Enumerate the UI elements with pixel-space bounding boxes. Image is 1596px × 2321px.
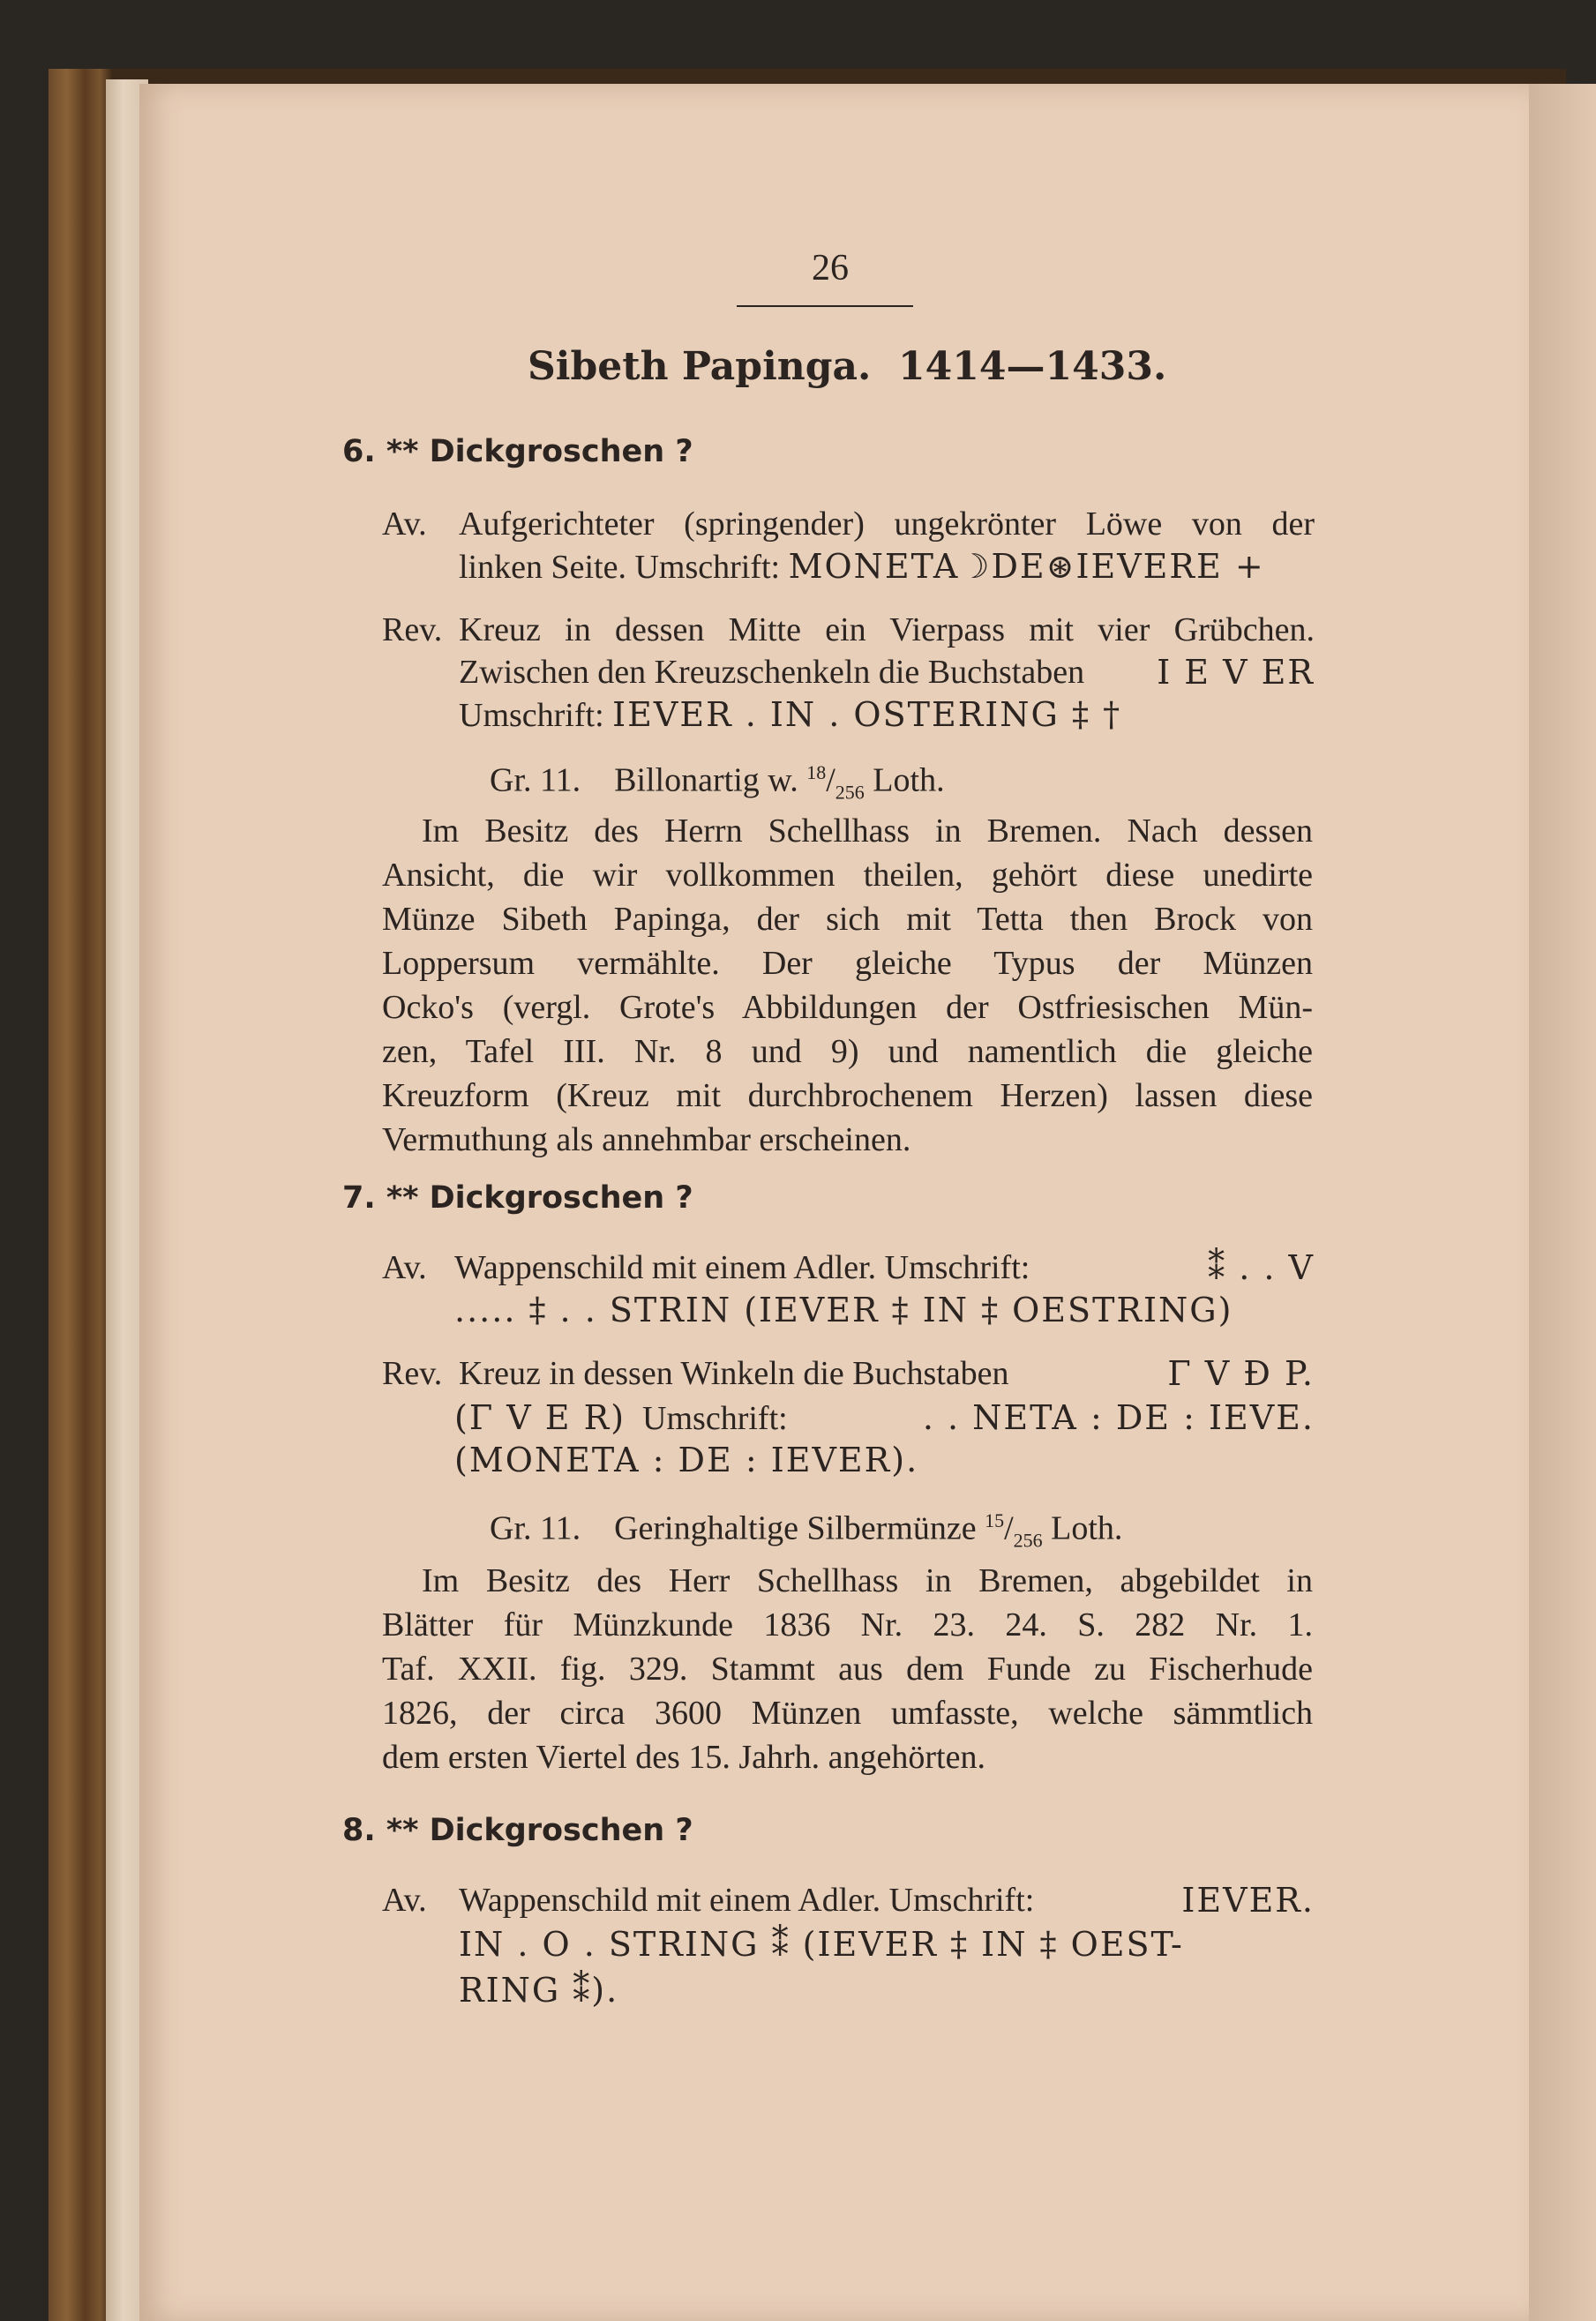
item-7-av-legend-1: ⁑ . . V	[1208, 1248, 1315, 1287]
item-6-weight: Gr. 11. Billonartig w. $^{18}/_{256}$ Loth.	[490, 761, 945, 804]
item-7-note-0: Im Besitz des Herr Schellhass in Bremen, abgebildet in	[422, 1562, 1313, 1599]
item-6-av-text-2: linken Seite. Umschrift:	[459, 549, 781, 586]
item-6-note-0: Im Besitz des Herrn Schellhass in Bremen. Nach dessen	[422, 812, 1313, 850]
item-6-note-2: Münze Sibeth Papinga, der sich mit Tetta then Brock von	[382, 901, 1313, 938]
item-7-unit: Loth.	[1051, 1509, 1123, 1547]
item-6-note-5: zen, Tafel III. Nr. 8 und 9) und namentlich die gleiche	[382, 1033, 1313, 1070]
facing-page-edge	[1529, 84, 1596, 2321]
item-7-note-2: Taf. XXII. fig. 329. Stammt aus dem Funde zu Fischerhude	[382, 1651, 1313, 1688]
item-7-rev-legend-2: (MONETA : DE : IEVER).	[454, 1441, 919, 1479]
item-6-rev-text-1: Kreuz in dessen Mitte ein Vierpass mit vier Grübchen.	[459, 611, 1315, 648]
item-6-gr: Gr. 11.	[490, 761, 581, 799]
item-6-frac-num: 18	[806, 761, 827, 783]
item-7-av-line-1	[454, 1247, 1315, 1289]
item-6-av-label: Av.	[382, 505, 427, 543]
item-7-rev-line-1	[459, 1352, 1315, 1395]
item-6-note-4: Ocko's (vergl. Grote's Abbildungen der Ostfriesischen Mün-	[382, 989, 1313, 1026]
item-7-rev-text-2: Umschrift:	[642, 1400, 788, 1437]
item-7-rev-text-1: Kreuz in dessen Winkeln die Buchstaben	[459, 1355, 1009, 1392]
item-8-av-legend-3: RING ⁑).	[459, 1971, 619, 2010]
item-7-rev-legend-1: . . NETA : DE : IEVE.	[922, 1398, 1315, 1437]
item-8-av-legend-1: IEVER.	[1181, 1881, 1315, 1920]
title-years: 1414—1433.	[898, 344, 1167, 389]
item-6-rev-letters: I E V ER	[1157, 653, 1315, 692]
item-7-rev-letters-2: (Γ V E R)	[454, 1398, 626, 1437]
item-7-weight: Gr. 11. Geringhaltige Silbermünze $^{15}/_{256}$ Loth.	[490, 1509, 1123, 1552]
item-7-rev-label: Rev.	[382, 1355, 443, 1392]
item-8-av-text-1: Wappenschild mit einem Adler. Umschrift:	[459, 1882, 1035, 1919]
item-7-rev-letters-1: Γ V Ð P.	[1167, 1354, 1315, 1393]
item-6-rev-line-2	[459, 651, 1315, 693]
item-6-av-line-2	[459, 545, 1265, 588]
item-7-av-legend-2: ..... ‡ . . STRIN (IEVER ‡ IN ‡ OESTRING)	[454, 1291, 1233, 1329]
item-6-rev-text-3: Umschrift:	[459, 697, 604, 734]
item-6-note-7: Vermuthung als annehmbar erscheinen.	[382, 1121, 911, 1158]
item-7-note-4: dem ersten Viertel des 15. Jahrh. angehörten.	[382, 1739, 985, 1776]
item-8-av-legend-2: IN . O . STRING ⁑ (IEVER ‡ IN ‡ OEST-	[459, 1925, 1184, 1964]
item-7-frac-den: 256	[1013, 1529, 1043, 1552]
page-number-rule	[737, 305, 913, 307]
item-6-heading: 6. ** Dickgroschen ?	[342, 434, 693, 469]
item-6-rev-line-3	[459, 693, 1121, 737]
item-8-av-label: Av.	[382, 1882, 427, 1919]
item-7-heading: 7. ** Dickgroschen ?	[342, 1180, 693, 1216]
item-6-note-1: Ansicht, die wir vollkommen theilen, gehört diese unedirte	[382, 857, 1313, 894]
item-8-av-line-1	[459, 1879, 1315, 1921]
item-8-heading: 8. ** Dickgroschen ?	[342, 1813, 693, 1848]
item-7-gr-desc: Geringhaltige Silbermünze	[614, 1509, 977, 1547]
item-7-av-label: Av.	[382, 1249, 427, 1286]
item-6-note-3: Loppersum vermählte. Der gleiche Typus der Münzen	[382, 945, 1313, 982]
item-6-note-6: Kreuzform (Kreuz mit durchbrochenem Herzen) lassen diese	[382, 1077, 1313, 1114]
item-6-unit: Loth.	[873, 761, 945, 799]
item-6-frac-den: 256	[835, 781, 865, 804]
page-number: 26	[812, 248, 849, 288]
item-7-av-text-1: Wappenschild mit einem Adler. Umschrift:	[454, 1249, 1030, 1286]
item-6-rev-label: Rev.	[382, 611, 443, 648]
item-7-rev-line-2	[454, 1396, 1315, 1440]
item-6-rev-legend: IEVER . IN . OSTERING ‡ †	[612, 695, 1122, 734]
page-title	[528, 344, 1166, 389]
item-7-note-3: 1826, der circa 3600 Münzen umfasste, welche sämmtlich	[382, 1695, 1313, 1732]
item-7-note-1: Blätter für Münzkunde 1836 Nr. 23. 24. S. 282 Nr. 1.	[382, 1606, 1313, 1643]
item-7-frac-num: 15	[985, 1509, 1005, 1531]
item-6-av-text-1: Aufgerichteter (springender) ungekrönter Löwe von der	[459, 505, 1315, 543]
item-6-av-legend: MONETA☽DE⊛IEVERE +	[788, 547, 1265, 586]
item-7-gr: Gr. 11.	[490, 1509, 581, 1547]
title-name: Sibeth Papinga.	[528, 344, 872, 389]
item-6-gr-desc: Billonartig w.	[614, 761, 798, 799]
item-6-rev-text-2: Zwischen den Kreuzschenkeln die Buchstaben	[459, 654, 1085, 691]
